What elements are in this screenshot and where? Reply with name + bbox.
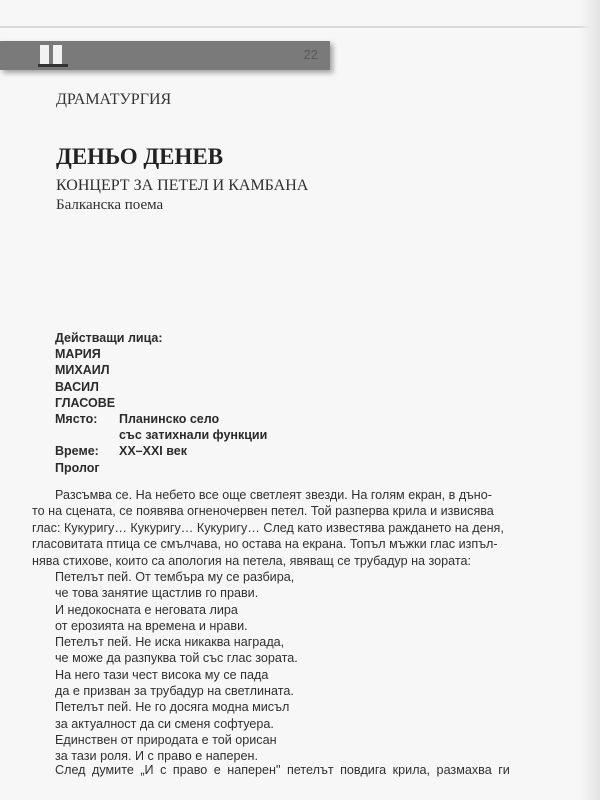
- prologue-heading: Пролог: [55, 461, 100, 475]
- time-label: Време:: [55, 444, 99, 459]
- page-number: 22: [303, 47, 318, 62]
- after-verse-paragraph: След думите „И с право е наперен" петелът повдига крила, размахва ги: [55, 763, 510, 777]
- text-line: нява стихове, които са апология на петела, явяващ се трубадур на зората:: [32, 553, 472, 568]
- place-row: [55, 411, 267, 427]
- time-row: [55, 443, 267, 459]
- character-name: МИХАИЛ: [55, 363, 110, 378]
- verse-block: [55, 569, 298, 765]
- running-header-bar: [0, 41, 330, 70]
- place-label: Място:: [55, 412, 98, 427]
- text-line: Разсъмва се. На небето все още светлеят звезди. На голям екран, в дъно-: [55, 488, 492, 502]
- section-heading: ДРАМАТУРГИЯ: [56, 91, 172, 108]
- place-value: Планинско село: [119, 412, 220, 427]
- page-top-edge: [0, 26, 600, 28]
- dramatis-personae: [55, 330, 267, 460]
- prologue-paragraph: [32, 487, 560, 569]
- verse-line: И недокосната е неговата лира: [55, 602, 238, 617]
- work-subtitle: Балканска поема: [56, 197, 164, 213]
- time-value: XX–XXI век: [119, 444, 187, 459]
- verse-line: че може да разпуква той със глас зората.: [55, 651, 298, 666]
- text-line: то на сцената, се появява огненочервен петел. Той разперва крила и извисява: [32, 504, 494, 519]
- page-right-shadow: [578, 0, 600, 800]
- verse-line: Петелът пей. Не го досяга модна мисъл: [55, 700, 290, 715]
- verse-line: че това занятие щастлив го прави.: [55, 586, 259, 601]
- verse-line: Петелът пей. От тембъра му се разбира,: [55, 570, 295, 584]
- text-line: глас: Кукуригу… Кукуригу… Кукуригу… След като известява раждането на деня,: [32, 520, 504, 535]
- character-name: МАРИЯ: [55, 347, 101, 362]
- roman-numeral-two-logo-icon: [38, 45, 68, 67]
- verse-line: от ерозията на времена и нрави.: [55, 618, 248, 633]
- verse-line: за тази роля. И с право е наперен.: [55, 749, 258, 764]
- verse-line: да е призван за трубадур на светлината.: [55, 684, 294, 699]
- work-title: КОНЦЕРТ ЗА ПЕТЕЛ И КАМБАНА: [56, 177, 309, 194]
- character-name: ВАСИЛ: [55, 379, 99, 394]
- text-line: гласовитата птица се смълчава, но остава на екрана. Топъл мъжки глас изпъл-: [32, 537, 498, 552]
- author-name: ДЕНЬО ДЕНЕВ: [56, 144, 224, 169]
- cast-heading: Действащи лица:: [55, 331, 163, 345]
- verse-line: Петелът пей. Не иска никаква награда,: [55, 635, 285, 650]
- verse-line: Единствен от природата е той орисан: [55, 732, 277, 747]
- verse-line: за актуалност да си сменя софтуера.: [55, 716, 274, 731]
- place-value-continued: със затихнали функции: [119, 428, 268, 443]
- verse-line: На него тази чест висока му се пада: [55, 667, 269, 682]
- character-name: ГЛАСОВЕ: [55, 395, 116, 410]
